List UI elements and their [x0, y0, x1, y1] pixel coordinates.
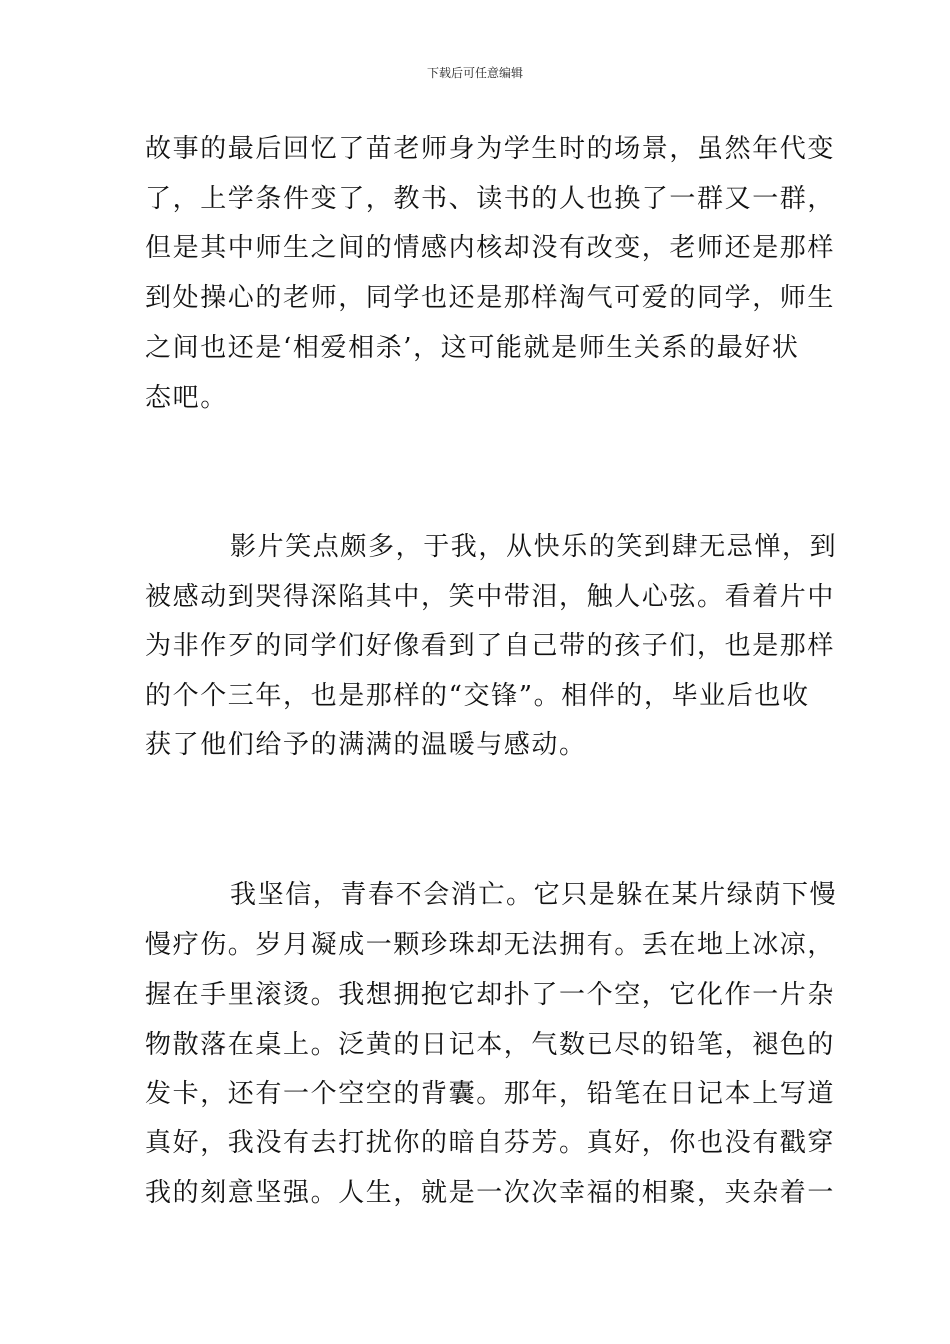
- paragraph-line: 慢疗伤。岁月凝成一颗珍珠却无法拥有。丢在地上冰凉，: [145, 930, 836, 960]
- paragraph-line: 我的刻意坚强。人生，就是一次次幸福的相聚，夹杂着一: [145, 1178, 836, 1208]
- paragraph-line: 发卡，还有一个空空的背囊。那年，铅笔在日记本上写道: [145, 1079, 836, 1109]
- paragraph-line: 获了他们给予的满满的温暖与感动。: [145, 730, 587, 760]
- paragraph-line: 为非作歹的同学们好像看到了自己带的孩子们，也是那样: [145, 631, 836, 661]
- paragraph-line: 物散落在桌上。泛黄的日记本，气数已尽的铅笔，褪色的: [145, 1030, 836, 1060]
- page-header: 下载后可任意编辑: [426, 66, 523, 80]
- paragraph-line: 到处操心的老师，同学也还是那样淘气可爱的同学，师生: [145, 283, 836, 313]
- paragraph-line: 的个个三年，也是那样的“交锋”。相伴的，毕业后也收: [145, 681, 810, 711]
- paragraph-line: 我坚信，青春不会消亡。它只是躲在某片绿荫下慢: [230, 880, 838, 910]
- paragraph-line: 之间也还是‘相爱相杀’，这可能就是师生关系的最好状: [145, 333, 800, 363]
- paragraph-line: 被感动到哭得深陷其中，笑中带泪，触人心弦。看着片中: [145, 582, 836, 612]
- paragraph-line: 故事的最后回忆了苗老师身为学生时的场景，虽然年代变: [145, 134, 836, 164]
- paragraph-line: 态吧。: [145, 383, 228, 413]
- paragraph-line: 影片笑点颇多，于我，从快乐的笑到肆无忌惮，到: [230, 532, 838, 562]
- paragraph-line: 真好，我没有去打扰你的暗自芬芳。真好，你也没有戳穿: [145, 1128, 836, 1158]
- paragraph-line: 握在手里滚烫。我想拥抱它却扑了一个空，它化作一片杂: [145, 980, 836, 1010]
- paragraph-line: 了，上学条件变了，教书、读书的人也换了一群又一群，: [145, 184, 836, 214]
- paragraph-line: 但是其中师生之间的情感内核却没有改变，老师还是那样: [145, 233, 836, 263]
